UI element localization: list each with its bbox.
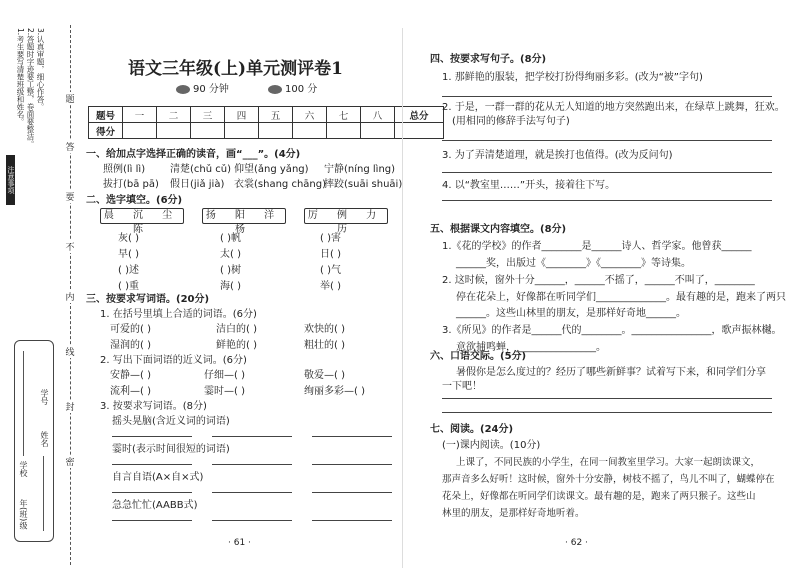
fill-item[interactable]: 可爱的( ) — [110, 324, 151, 335]
answer-line[interactable] — [112, 436, 192, 437]
answer-line[interactable] — [312, 520, 392, 521]
answer-line[interactable] — [312, 436, 392, 437]
score-header-cell: 三 — [191, 107, 225, 123]
pinyin-item: 衣裳(shang chāng) — [234, 179, 326, 190]
sentence-task: 3. 为了弄清楚道理，就是挨打也值得。(改为反问句) — [442, 150, 673, 161]
cut-char: 不 — [63, 240, 77, 253]
class-field[interactable] — [43, 456, 44, 531]
school-label: 学校 — [19, 461, 28, 477]
total-score-value: 100 分 — [285, 84, 318, 95]
fill-item[interactable]: ( )气 — [320, 265, 341, 276]
answer-line[interactable] — [442, 200, 772, 201]
fill-item[interactable]: 安静—( ) — [110, 370, 151, 381]
score-cell[interactable] — [123, 123, 157, 139]
answer-line[interactable] — [212, 492, 292, 493]
answer-line[interactable] — [442, 412, 772, 413]
note-3: 3.认真审题，细心作答。 — [36, 28, 45, 111]
score-header-cell: 四 — [225, 107, 259, 123]
answer-line[interactable] — [212, 436, 292, 437]
answer-line[interactable] — [312, 464, 392, 465]
answer-line[interactable] — [112, 520, 192, 521]
pinyin-item: 清楚(chǔ cǔ) — [170, 164, 231, 175]
score-header-cell: 二 — [157, 107, 191, 123]
score-header-cell: 五 — [259, 107, 293, 123]
fill-item[interactable]: ( )害 — [320, 233, 341, 244]
q3-2-prompt: 2. 写出下面词语的近义词。(6分) — [100, 355, 247, 366]
note-1: 1.考生要写清楚班级和姓名。 — [16, 28, 25, 126]
score-cell[interactable] — [225, 123, 259, 139]
passage-line: 花朵上，好像都在听同学们读课文。最有趣的是，跑来了两只猴子。这些山 — [442, 491, 756, 502]
answer-line[interactable] — [212, 520, 292, 521]
speaking-prompt-cont: 一下吧！ — [442, 381, 482, 392]
cut-char: 题 — [63, 92, 77, 105]
answer-line[interactable] — [212, 464, 292, 465]
fill-item[interactable]: ( )帆 — [220, 233, 241, 244]
char-group-box: 厉 例 力 历 — [304, 208, 388, 224]
section2-title: 二、选字填空。(6分) — [86, 195, 183, 206]
fill-item[interactable]: ( )述 — [118, 265, 139, 276]
time-info — [176, 80, 229, 95]
fill-item[interactable]: 日( ) — [320, 249, 341, 260]
pinyin-item: 摔跤(suāi shuāi) — [324, 179, 403, 190]
answer-line[interactable] — [312, 492, 392, 493]
fill-item[interactable]: 灰( ) — [118, 233, 139, 244]
clock-icon — [176, 85, 190, 94]
fill-item[interactable]: 早( ) — [118, 249, 139, 260]
answer-line[interactable] — [442, 172, 772, 173]
score-header-cell: 八 — [361, 107, 395, 123]
total-score-info — [268, 80, 317, 95]
sentence-task: 2. 于是，一群一群的花从无人知道的地方突然跑出来，在绿草上跳舞，狂欢。 — [442, 102, 785, 113]
score-cell[interactable] — [293, 123, 327, 139]
sentence-task: 4. 以“教室里……”开头，接着往下写。 — [442, 180, 616, 191]
fill-item[interactable]: 鲜艳的( ) — [216, 340, 257, 351]
fill-item[interactable]: 海( ) — [220, 281, 241, 292]
answer-line[interactable] — [442, 140, 772, 141]
note-2: 2.答题时字迹要工整，卷面要整洁。 — [26, 28, 35, 148]
cut-char: 线 — [63, 345, 77, 358]
score-header-cell: 七 — [327, 107, 361, 123]
fill-item[interactable]: 霎时—( ) — [204, 386, 245, 397]
cut-char: 内 — [63, 290, 77, 303]
fill-line[interactable]: ______。这些山林里的朋友，是那样好奇地______。 — [456, 308, 686, 319]
cut-char: 答 — [63, 140, 77, 153]
word-task: 摇头晃脑(含近义词的词语) — [112, 416, 230, 427]
score-cell[interactable] — [157, 123, 191, 139]
section7-title: 七、阅读。(24分) — [430, 424, 514, 435]
sentence-task: 1. 那鲜艳的服装，把学校打扮得绚丽多彩。(改为“被”字句) — [442, 72, 703, 83]
fill-line[interactable]: 1.《花的学校》的作者________是______诗人、哲学家。他曾获______ — [442, 241, 752, 252]
page-number-right: · 62 · — [565, 538, 588, 548]
section3-title: 三、按要求写词语。(20分) — [86, 294, 210, 305]
student-id-label: 学号 — [40, 389, 49, 405]
trophy-icon — [268, 85, 282, 94]
pinyin-item: 假日(jiǎ jià) — [170, 179, 225, 190]
score-header-cell: 六 — [293, 107, 327, 123]
fill-line[interactable]: 意欲捕鸣蝉，________________。 — [456, 342, 606, 353]
fill-item[interactable]: 流利—( ) — [110, 386, 151, 397]
notice-label: 注意事项 — [6, 155, 15, 205]
speaking-prompt: 暑假你是怎么度过的？经历了哪些新鲜事？试着写下来，和同学们分享 — [456, 367, 766, 378]
fill-line[interactable]: 2. 这时候，窗外十分______，______不摇了，______不叫了，________ — [442, 275, 755, 286]
fill-item[interactable]: ( )树 — [220, 265, 241, 276]
word-task: 自言自语(A×自×式) — [112, 472, 204, 483]
page-number-left: · 61 · — [228, 538, 251, 548]
fill-item[interactable]: 敬爱—( ) — [304, 370, 345, 381]
score-header-cell: 总分 — [395, 107, 444, 123]
fill-item[interactable]: 洁白的( ) — [216, 324, 257, 335]
section1-title: 一、给加点字选择正确的读音，画“___”。(4分) — [86, 149, 301, 160]
cut-char: 封 — [63, 400, 77, 413]
page-title: 语文三年级(上)单元测评卷1 — [128, 59, 343, 79]
page-fold — [402, 28, 403, 568]
answer-line[interactable] — [442, 398, 772, 399]
pinyin-item: 拔打(bā pā) — [103, 179, 159, 190]
score-cell[interactable] — [327, 123, 361, 139]
time-value: 90 分钟 — [193, 84, 229, 95]
fill-line[interactable]: ______奖，出版过《________》《________》等诗集。 — [456, 258, 691, 269]
pinyin-item: 宁静(níng lìng) — [324, 164, 396, 175]
fill-item[interactable]: 太( ) — [220, 249, 241, 260]
sentence-task-note: (用相同的修辞手法写句子) — [452, 116, 570, 127]
passage-line: 林里的朋友，是那样好奇地听着。 — [442, 508, 585, 519]
fill-item[interactable]: 举( ) — [320, 281, 341, 292]
section4-title: 四、按要求写句子。(8分) — [430, 54, 547, 65]
fill-item[interactable]: ( )重 — [118, 281, 139, 292]
q3-1-prompt: 1. 在括号里填上合适的词语。(6分) — [100, 309, 257, 320]
score-header-row — [89, 107, 444, 123]
score-cell[interactable] — [361, 123, 395, 139]
char-group-box: 扬 阳 洋 杨 — [202, 208, 286, 224]
score-row-label: 得分 — [89, 123, 123, 139]
score-header-cell: 一 — [123, 107, 157, 123]
answer-line[interactable] — [112, 492, 192, 493]
fill-line[interactable]: 停在花朵上，好像都在听同学们______________。最有趣的是，跑来了两只 — [456, 292, 786, 303]
answer-line[interactable] — [112, 464, 192, 465]
fill-item[interactable]: 粗壮的( ) — [304, 340, 345, 351]
answer-line[interactable] — [442, 96, 772, 97]
q3-3-prompt: 3. 按要求写词语。(8分) — [100, 401, 207, 412]
name-label: 姓名 — [40, 431, 49, 447]
score-cell[interactable] — [191, 123, 225, 139]
class-label: 年(班)级 — [19, 499, 28, 530]
score-header-cell: 题号 — [89, 107, 123, 123]
pinyin-item: 仰望(ǎng yǎng) — [234, 164, 309, 175]
word-task: 急急忙忙(AABB式) — [112, 500, 198, 511]
student-info-box — [14, 340, 54, 542]
word-task: 霎时(表示时间很短的词语) — [112, 444, 230, 455]
cut-char: 要 — [63, 190, 77, 203]
passage-line: 上课了，不同民族的小学生，在同一间教室里学习。大家一起朗读课文， — [456, 457, 761, 468]
school-field[interactable] — [23, 351, 24, 456]
fill-item[interactable]: 欢快的( ) — [304, 324, 345, 335]
section6-title: 六、口语交际。(5分) — [430, 351, 527, 362]
reading-subtitle: (一)课内阅读。(10分) — [442, 440, 541, 451]
cut-char: 密 — [63, 455, 77, 468]
section5-title: 五、根据课文内容填空。(8分) — [430, 224, 567, 235]
fill-line[interactable]: 3.《所见》的作者是______代的________。________________，歌声振林樾。 — [442, 325, 782, 336]
score-table — [88, 106, 444, 139]
fill-item[interactable]: 仔细—( ) — [204, 370, 245, 381]
fill-item[interactable]: 湿润的( ) — [110, 340, 151, 351]
score-value-row — [89, 123, 444, 139]
passage-line: 那声音多么好听！这时候，窗外十分安静，树枝不摇了，鸟儿不叫了，蝴蝶停在 — [442, 474, 775, 485]
char-group-box: 晨 沉 尘 陈 — [100, 208, 184, 224]
fill-item[interactable]: 绚丽多彩—( ) — [304, 386, 365, 397]
score-cell[interactable] — [259, 123, 293, 139]
pinyin-item: 照例(lì lì) — [103, 164, 146, 175]
